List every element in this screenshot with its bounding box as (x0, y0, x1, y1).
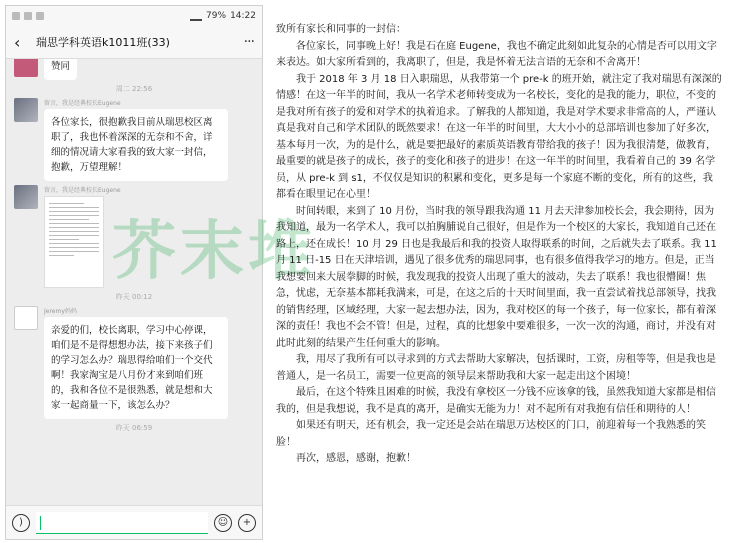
chat-title: 瑞思学科英语k1011班(33) (36, 36, 170, 49)
text-caret (40, 516, 41, 530)
avatar[interactable] (14, 59, 38, 77)
sender-name: 留言，我是经典校长Eugene (44, 187, 121, 194)
avatar[interactable] (14, 98, 38, 122)
letter-paragraph: 时间转眼，来到了 10 月份，当时我的领导跟我沟通 11 月去天津参加校长会，我会期待，因为我知道，最为一名学术人，我可以拍胸脯说自己很好，但是作为一个校区的大家长，我知道自己还在路上，还在成长！10 月 29 日也是我最后和我的投资人取得联系的时间，之后就失去了联系。我 11 月 11 日-15 日在天津培训，遇见了很多优秀的瑞思同事，也有很多值得我学习的地方。但是，正当我想要回来大展拳脚的时候，我发现我的投资人出现了重大的波动，失去了联系！我也很懵圈！焦急，忧虑，无奈基本都耗我满来，可是，在这之后的十天时间里面，我一直尝试着找总部领导，找我的销售经理，区域经理，大家一起去想办法，因为，我对校区的每一个孩子，每一位家长，都有着深深的责任！我也不会不管！但是，过程，真的比想象中要难很多，一次一次的沟通，商讨，并没有对此时此刻的结果产生任何重大的影响。 (276, 205, 717, 349)
chat-input-bar (6, 505, 262, 539)
chat-timestamp: 周二 22:56 (115, 85, 153, 93)
message-bubble[interactable]: 赞同 (44, 59, 77, 80)
status-time: 14:22 (230, 11, 256, 21)
voice-icon[interactable]: ) (12, 514, 30, 532)
letter-paragraph: 我，用尽了我所有可以寻求到的方式去帮助大家解决，包括课时，工资，房租等等，但是我也是普通人，是一名员工，需要一位更高的领导层来帮助我和大家一起走出这个困境！ (276, 354, 716, 382)
status-left-icons (12, 12, 44, 20)
battery-level: 79% (206, 11, 227, 21)
letter-paragraph: 我于 2018 年 3 月 18 日入职瑞思，从我带第一个 pre-k 的班开始，就注定了我对瑞思有深深的情感！在这一年半的时间，我从一名学术老师转变成为一名校长，变化的是我的能力，职位，不变的是我对所有孩子的爱和对学术的执着追求。了解我的人都知道，我是对学术要求非常高的人，严谨认真是我对自己和学术团队的既然要求！在这一年半的时间里，大大小小的总部培训也参加了好多次，基本每月一次，为的是什么，就是要把最好的素质英语教育带给我的孩子！因为我很清楚，做教育，最重要的就是孩子的成长，孩子的变化和孩子的进步！在这一年半的时间里，我看着自己的 39 名学员，从 pre-k 到 s1，不仅仅是知识的积累和变化，更多是每一个家庭不断的变化，所有的这些，我都看在眼里记在心里！ (276, 73, 722, 200)
notification-icon (12, 12, 20, 20)
back-icon[interactable]: ‹ (14, 32, 21, 52)
message-input[interactable] (36, 512, 208, 534)
avatar[interactable] (14, 306, 38, 330)
plus-icon[interactable]: + (238, 514, 256, 532)
sender-name: Jeremy妈妈 (44, 308, 77, 315)
more-icon[interactable]: ··· (243, 34, 254, 50)
letter-paragraph: 各位家长，同事晚上好！我是石在庭 Eugene，我也不确定此刻如此复杂的心情是否可以用文字来表达。如大家所看到的，我离职了，但是，我是怀着无法言语的无奈和不舍离开！ (276, 40, 717, 68)
sender-name: 留言，我是经典校长Eugene (44, 100, 121, 107)
emoji-icon[interactable]: ☺ (214, 514, 232, 532)
chat-header (6, 26, 262, 59)
message-bubble[interactable]: 各位家长，很抱歉我目前从瑞思校区离职了，我也怀着深深的无奈和不舍，详细的情况请大家看我的致大家一封信，抱歉，万望理解！ (44, 109, 228, 181)
chat-message (6, 98, 262, 181)
wifi-icon (190, 11, 202, 21)
letter-paragraph: 再次，感恩，感谢，抱歉！ (296, 453, 416, 464)
chat-message (6, 59, 262, 80)
letter-heading: 致所有家长和同事的一封信： (276, 24, 406, 35)
status-bar (6, 6, 262, 26)
letter-paragraph: 最后，在这个特殊且困难的时候，我没有拿校区一分钱不应该拿的钱，虽然我知道大家都是相信我的，但是我想说，我不是真的离开，是确实无能为力！对不起所有对我抱有信任和期待的人！ (276, 387, 716, 415)
watermark: 芥末堆 (112, 215, 316, 289)
letter-image-thumbnail[interactable] (44, 196, 104, 288)
message-icon (36, 12, 44, 20)
message-bubble[interactable]: 亲爱的们，校长离职，学习中心停课，咱们是不是得想想办法，接下来孩子们的学习怎么办？瑞思得给咱们一个交代啊！我家淘宝是八月份才来到咱们班的，我和各位不是很熟悉，就是想和大家一起商量一下，该怎么办？ (44, 317, 228, 419)
avatar[interactable] (14, 185, 38, 209)
chat-message (6, 306, 262, 419)
letter-document (276, 22, 722, 468)
chat-timestamp: 昨天 00:12 (115, 293, 153, 301)
chat-timestamp: 昨天 06:59 (115, 424, 153, 432)
app-notification-icon (24, 12, 32, 20)
letter-paragraph: 如果还有明天，还有机会，我一定还是会站在瑞思万达校区的门口，前迎着每一个我熟悉的笑脸！ (276, 420, 706, 448)
